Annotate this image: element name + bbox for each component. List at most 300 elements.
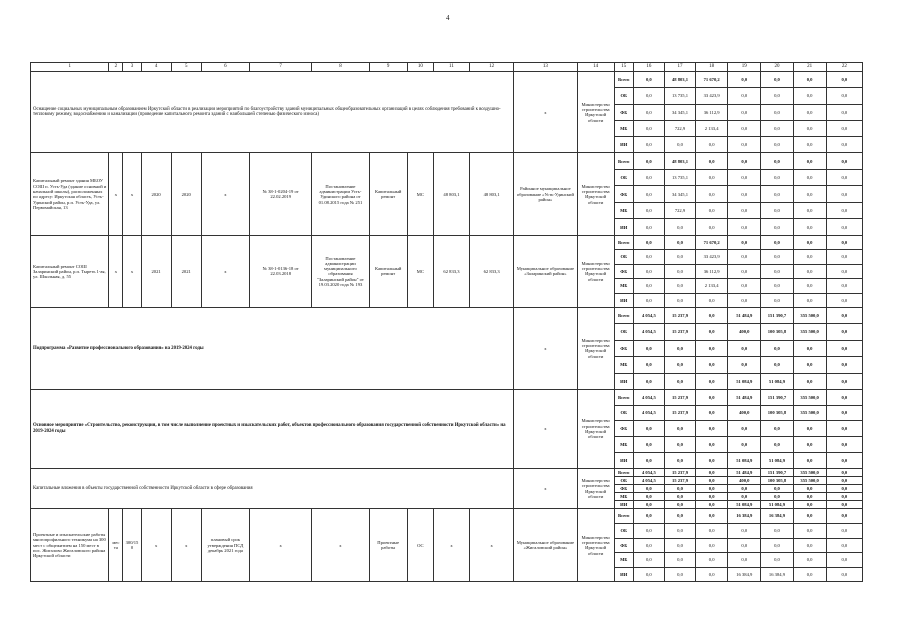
- amount-cell: 0,0: [664, 250, 695, 264]
- amount-cell: 0,0: [633, 453, 664, 469]
- column-number: 4: [141, 63, 171, 72]
- amount-cell: 0,0: [761, 235, 793, 249]
- amount-cell: 0,0: [826, 169, 862, 186]
- amount-cell: 0,0: [728, 493, 761, 501]
- amount-cell: 0,0: [793, 250, 826, 264]
- column-number: 14: [577, 63, 614, 72]
- amount-cell: 0,0: [633, 72, 664, 88]
- amount-cell: 0,0: [696, 169, 728, 186]
- amount-cell: 0,0: [696, 357, 728, 373]
- amount-cell: 0,0: [826, 493, 862, 501]
- amount-cell: 0,0: [696, 389, 728, 405]
- executor: Министерство строительства Иркутской области: [577, 307, 614, 389]
- cell-c2: x: [109, 235, 123, 307]
- amount-cell: 0,0: [633, 493, 664, 501]
- funding-source: Всего: [614, 72, 633, 88]
- amount-cell: 0,0: [633, 523, 664, 538]
- amount-cell: 0,0: [696, 493, 728, 501]
- amount-cell: 15 237,9: [664, 324, 695, 340]
- amount-cell: 0,0: [696, 340, 728, 356]
- section-title: Основное мероприятие «Строительство, реконструкция, в том числе выполнение проектных и изыскательских работ, объектов профессионального образования государственной собственности Иркутской области» на 2019-2024 годы: [31, 389, 514, 468]
- amount-cell: 0,0: [793, 553, 826, 568]
- amount-cell: 0,0: [696, 523, 728, 538]
- amount-cell: 0,0: [633, 186, 664, 203]
- amount-cell: 0,0: [761, 279, 793, 293]
- amount-cell: 0,0: [664, 538, 695, 553]
- amount-cell: 355 500,0: [793, 324, 826, 340]
- amount-cell: 0,0: [761, 357, 793, 373]
- amount-cell: 722,9: [664, 120, 695, 136]
- amount-cell: 355 500,0: [793, 389, 826, 405]
- amount-cell: 0,0: [633, 264, 664, 278]
- cell-c11: x: [433, 509, 469, 582]
- funding-source: МБ: [614, 553, 633, 568]
- amount-cell: 0,0: [696, 202, 728, 219]
- amount-cell: 400,0: [728, 324, 761, 340]
- amount-cell: 0,0: [633, 153, 664, 170]
- amount-cell: 0,0: [633, 88, 664, 104]
- cell-c4: 2021: [141, 235, 171, 307]
- column-number: 9: [369, 63, 407, 72]
- amount-cell: 0,0: [664, 493, 695, 501]
- funding-source: ОБ: [614, 405, 633, 421]
- amount-cell: 34 345,1: [664, 104, 695, 120]
- participant: x: [514, 72, 577, 153]
- amount-cell: 0,0: [633, 485, 664, 493]
- amount-cell: 4 054,5: [633, 405, 664, 421]
- amount-cell: 0,0: [728, 169, 761, 186]
- cell-c12: 62 833,3: [470, 235, 514, 307]
- amount-cell: 0,0: [826, 476, 862, 484]
- funding-source: МБ: [614, 279, 633, 293]
- amount-cell: 0,0: [728, 340, 761, 356]
- amount-cell: 0,0: [826, 250, 862, 264]
- amount-cell: 0,0: [793, 169, 826, 186]
- cell-c3: 300/150: [123, 509, 141, 582]
- table-row: [31, 72, 863, 88]
- funding-source: ИИ: [614, 219, 633, 236]
- amount-cell: 0,0: [761, 120, 793, 136]
- funding-source: ОБ: [614, 523, 633, 538]
- object-name: Капитальный ремонт СОШ Заларинский район, р.п. Тыреть 1-ая, ул. Школьная, д. 55: [31, 235, 109, 307]
- amount-cell: 13 735,1: [664, 169, 695, 186]
- amount-cell: 0,0: [696, 476, 728, 484]
- amount-cell: 0,0: [728, 485, 761, 493]
- column-number: 2: [109, 63, 123, 72]
- participant: x: [514, 389, 577, 468]
- cell-c9: Проектные работы: [369, 509, 407, 582]
- amount-cell: 0,0: [728, 293, 761, 307]
- amount-cell: 51 484,9: [728, 468, 761, 476]
- amount-cell: 0,0: [633, 120, 664, 136]
- amount-cell: 0,0: [633, 137, 664, 153]
- amount-cell: 0,0: [664, 279, 695, 293]
- amount-cell: 0,0: [696, 324, 728, 340]
- cell-c4: 2020: [141, 153, 171, 236]
- amount-cell: 0,0: [793, 357, 826, 373]
- amount-cell: 0,0: [761, 202, 793, 219]
- table-row: [31, 153, 863, 170]
- amount-cell: 0,0: [826, 553, 862, 568]
- cell-c11: 48 803,1: [433, 153, 469, 236]
- participant: x: [514, 307, 577, 389]
- amount-cell: 0,0: [761, 421, 793, 437]
- amount-cell: 0,0: [664, 219, 695, 236]
- amount-cell: 48 803,1: [664, 153, 695, 170]
- amount-cell: 722,9: [664, 202, 695, 219]
- amount-cell: 0,0: [728, 202, 761, 219]
- amount-cell: 355 500,0: [793, 468, 826, 476]
- amount-cell: 0,0: [664, 293, 695, 307]
- amount-cell: 0,0: [664, 340, 695, 356]
- amount-cell: 0,0: [633, 104, 664, 120]
- column-number: 1: [31, 63, 109, 72]
- amount-cell: 0,0: [826, 88, 862, 104]
- amount-cell: 13 735,1: [664, 88, 695, 104]
- amount-cell: 0,0: [761, 169, 793, 186]
- amount-cell: 36 112,9: [696, 264, 728, 278]
- cell-c7: x: [250, 509, 312, 582]
- amount-cell: 0,0: [696, 567, 728, 582]
- executor: Министерство строительства Иркутской области: [577, 509, 614, 582]
- amount-cell: 0,0: [664, 509, 695, 524]
- amount-cell: 0,0: [728, 137, 761, 153]
- funding-source: ИИ: [614, 567, 633, 582]
- amount-cell: 51 084,9: [761, 501, 793, 509]
- amount-cell: 33 423,9: [696, 250, 728, 264]
- amount-cell: 355 500,0: [793, 476, 826, 484]
- amount-cell: 0,0: [728, 264, 761, 278]
- amount-cell: 0,0: [664, 453, 695, 469]
- amount-cell: 0,0: [696, 153, 728, 170]
- amount-cell: 0,0: [761, 553, 793, 568]
- table-row: [31, 389, 863, 405]
- amount-cell: 0,0: [761, 437, 793, 453]
- amount-cell: 100 305,8: [761, 324, 793, 340]
- amount-cell: 0,0: [633, 553, 664, 568]
- funding-source: МБ: [614, 493, 633, 501]
- amount-cell: 0,0: [728, 538, 761, 553]
- amount-cell: 71 670,2: [696, 72, 728, 88]
- column-number: 5: [171, 63, 201, 72]
- amount-cell: 36 112,9: [696, 104, 728, 120]
- column-number: 16: [633, 63, 664, 72]
- amount-cell: 0,0: [664, 373, 695, 389]
- amount-cell: 0,0: [633, 293, 664, 307]
- amount-cell: 0,0: [826, 219, 862, 236]
- amount-cell: 0,0: [728, 72, 761, 88]
- funding-source: ОБ: [614, 324, 633, 340]
- column-number: 10: [407, 63, 433, 72]
- amount-cell: 2 133,4: [696, 279, 728, 293]
- column-number: 22: [826, 63, 862, 72]
- amount-cell: 51 084,9: [728, 453, 761, 469]
- amount-cell: 0,0: [761, 153, 793, 170]
- participant: x: [514, 468, 577, 508]
- funding-source: ОБ: [614, 169, 633, 186]
- cell-c4: x: [141, 509, 171, 582]
- column-number: 7: [250, 63, 312, 72]
- amount-cell: 0,0: [664, 501, 695, 509]
- amount-cell: 0,0: [696, 186, 728, 203]
- funding-source: Всего: [614, 389, 633, 405]
- cell-c2: места: [109, 509, 123, 582]
- table-row: [31, 307, 863, 323]
- page-number: 4: [446, 14, 450, 22]
- column-number: 21: [793, 63, 826, 72]
- amount-cell: 0,0: [793, 186, 826, 203]
- amount-cell: 0,0: [728, 219, 761, 236]
- amount-cell: 0,0: [826, 137, 862, 153]
- participant: Муниципальное образование «Жигаловский район»: [514, 509, 577, 582]
- column-number: 11: [433, 63, 469, 72]
- amount-cell: 16 384,9: [728, 509, 761, 524]
- amount-cell: 0,0: [696, 373, 728, 389]
- column-number: 12: [470, 63, 514, 72]
- amount-cell: 0,0: [633, 202, 664, 219]
- amount-cell: 151 390,7: [761, 468, 793, 476]
- amount-cell: 0,0: [633, 357, 664, 373]
- amount-cell: 0,0: [761, 219, 793, 236]
- participant: Районное муниципальное образование «Усть-Удинский район»: [514, 153, 577, 236]
- cell-c9: Капитальный ремонт: [369, 235, 407, 307]
- amount-cell: 0,0: [696, 468, 728, 476]
- funding-source: ФБ: [614, 421, 633, 437]
- amount-cell: 15 237,9: [664, 307, 695, 323]
- amount-cell: 0,0: [728, 437, 761, 453]
- amount-cell: 15 237,9: [664, 468, 695, 476]
- amount-cell: 0,0: [793, 88, 826, 104]
- cell-c10: МС: [407, 235, 433, 307]
- amount-cell: 0,0: [826, 186, 862, 203]
- amount-cell: 2 133,4: [696, 120, 728, 136]
- cell-c7: № 38-1-0204-19 от 22.02.2019: [250, 153, 312, 236]
- amount-cell: 0,0: [826, 104, 862, 120]
- amount-cell: 151 390,7: [761, 307, 793, 323]
- amount-cell: 0,0: [793, 293, 826, 307]
- column-number: 13: [514, 63, 577, 72]
- column-number: 6: [201, 63, 249, 72]
- cell-c5: 2021: [171, 235, 201, 307]
- header-row: [31, 63, 863, 72]
- amount-cell: 400,0: [728, 476, 761, 484]
- amount-cell: 0,0: [793, 567, 826, 582]
- funding-source: Всего: [614, 468, 633, 476]
- funding-source: ФБ: [614, 538, 633, 553]
- amount-cell: 355 500,0: [793, 405, 826, 421]
- funding-source: Всего: [614, 509, 633, 524]
- amount-cell: 0,0: [826, 468, 862, 476]
- funding-source: МБ: [614, 120, 633, 136]
- amount-cell: 0,0: [728, 88, 761, 104]
- amount-cell: 16 384,9: [761, 567, 793, 582]
- amount-cell: 0,0: [826, 538, 862, 553]
- section-title: Подпрограмма «Развитие профессионального образования» на 2019-2024 годы: [31, 307, 514, 389]
- program-table: [30, 62, 863, 582]
- amount-cell: 0,0: [761, 293, 793, 307]
- amount-cell: 0,0: [826, 405, 862, 421]
- amount-cell: 0,0: [793, 501, 826, 509]
- cell-c3: x: [123, 153, 141, 236]
- amount-cell: 0,0: [761, 250, 793, 264]
- amount-cell: 0,0: [826, 153, 862, 170]
- funding-source: ИИ: [614, 137, 633, 153]
- amount-cell: 0,0: [826, 120, 862, 136]
- funding-source: ФБ: [614, 104, 633, 120]
- amount-cell: 0,0: [664, 137, 695, 153]
- column-number: 17: [664, 63, 695, 72]
- funding-source: ИИ: [614, 453, 633, 469]
- amount-cell: 0,0: [696, 293, 728, 307]
- cell-c12: x: [470, 509, 514, 582]
- funding-source: ОБ: [614, 250, 633, 264]
- amount-cell: 0,0: [761, 264, 793, 278]
- amount-cell: 51 084,9: [728, 501, 761, 509]
- amount-cell: 0,0: [633, 279, 664, 293]
- cell-c10: ОС: [407, 509, 433, 582]
- column-number: 15: [614, 63, 633, 72]
- amount-cell: 0,0: [633, 501, 664, 509]
- amount-cell: 0,0: [728, 235, 761, 249]
- executor: Министерство строительства Иркутской области: [577, 468, 614, 508]
- amount-cell: 0,0: [696, 553, 728, 568]
- amount-cell: 0,0: [761, 340, 793, 356]
- funding-source: ИИ: [614, 501, 633, 509]
- amount-cell: 4 054,5: [633, 389, 664, 405]
- table-row: [31, 235, 863, 249]
- amount-cell: 0,0: [696, 437, 728, 453]
- amount-cell: 0,0: [696, 421, 728, 437]
- column-number: 18: [696, 63, 728, 72]
- amount-cell: 0,0: [826, 373, 862, 389]
- cell-c6: плановый срок утверждения ПСД декабрь 2021 года: [201, 509, 249, 582]
- column-number: 3: [123, 63, 141, 72]
- amount-cell: 0,0: [633, 340, 664, 356]
- amount-cell: 0,0: [664, 553, 695, 568]
- amount-cell: 0,0: [728, 553, 761, 568]
- amount-cell: 0,0: [696, 538, 728, 553]
- amount-cell: 0,0: [696, 501, 728, 509]
- amount-cell: 0,0: [826, 437, 862, 453]
- amount-cell: 0,0: [761, 523, 793, 538]
- funding-source: Всего: [614, 307, 633, 323]
- amount-cell: 355 500,0: [793, 307, 826, 323]
- cell-c6: x: [201, 235, 249, 307]
- amount-cell: 4 054,5: [633, 468, 664, 476]
- amount-cell: 0,0: [633, 437, 664, 453]
- amount-cell: 0,0: [793, 235, 826, 249]
- funding-source: ИИ: [614, 373, 633, 389]
- amount-cell: 151 390,7: [761, 389, 793, 405]
- amount-cell: 0,0: [761, 104, 793, 120]
- amount-cell: 51 484,9: [728, 389, 761, 405]
- amount-cell: 0,0: [826, 523, 862, 538]
- amount-cell: 0,0: [696, 453, 728, 469]
- amount-cell: 4 054,5: [633, 476, 664, 484]
- participant: Муниципальное образование «Заларинский район»: [514, 235, 577, 307]
- funding-source: ИИ: [614, 293, 633, 307]
- amount-cell: 16 384,9: [761, 509, 793, 524]
- amount-cell: 0,0: [826, 567, 862, 582]
- amount-cell: 0,0: [664, 235, 695, 249]
- amount-cell: 0,0: [826, 389, 862, 405]
- cell-c3: x: [123, 235, 141, 307]
- funding-source: МБ: [614, 202, 633, 219]
- cell-c2: x: [109, 153, 123, 236]
- amount-cell: 0,0: [761, 538, 793, 553]
- amount-cell: 51 084,9: [761, 373, 793, 389]
- amount-cell: 15 237,9: [664, 405, 695, 421]
- cell-c8: Постановление администрации Усть-Удинского района от 01.08.2015 года № 251: [312, 153, 369, 236]
- amount-cell: 400,0: [728, 405, 761, 421]
- amount-cell: 0,0: [633, 567, 664, 582]
- amount-cell: 0,0: [793, 340, 826, 356]
- executor: Министерство строительства Иркутской области: [577, 235, 614, 307]
- funding-source: ФБ: [614, 186, 633, 203]
- table-row: [31, 468, 863, 476]
- amount-cell: 100 305,8: [761, 476, 793, 484]
- amount-cell: 0,0: [664, 264, 695, 278]
- amount-cell: 0,0: [826, 509, 862, 524]
- amount-cell: 0,0: [633, 235, 664, 249]
- amount-cell: 0,0: [728, 279, 761, 293]
- amount-cell: 0,0: [633, 169, 664, 186]
- amount-cell: 0,0: [793, 104, 826, 120]
- amount-cell: 100 305,8: [761, 405, 793, 421]
- amount-cell: 15 237,9: [664, 476, 695, 484]
- amount-cell: 0,0: [696, 509, 728, 524]
- amount-cell: 0,0: [696, 405, 728, 421]
- amount-cell: 0,0: [633, 373, 664, 389]
- amount-cell: 51 484,9: [728, 307, 761, 323]
- amount-cell: 0,0: [826, 357, 862, 373]
- amount-cell: 0,0: [826, 279, 862, 293]
- amount-cell: 34 345,1: [664, 186, 695, 203]
- funding-source: Всего: [614, 153, 633, 170]
- amount-cell: 0,0: [664, 437, 695, 453]
- amount-cell: 51 084,9: [761, 453, 793, 469]
- cell-c9: Капитальный ремонт: [369, 153, 407, 236]
- column-number: 19: [728, 63, 761, 72]
- amount-cell: 0,0: [696, 307, 728, 323]
- amount-cell: 4 054,5: [633, 324, 664, 340]
- amount-cell: 0,0: [761, 493, 793, 501]
- amount-cell: 0,0: [793, 437, 826, 453]
- amount-cell: 0,0: [728, 523, 761, 538]
- cell-c6: x: [201, 153, 249, 236]
- amount-cell: 0,0: [793, 485, 826, 493]
- cell-c5: x: [171, 509, 201, 582]
- amount-cell: 0,0: [826, 453, 862, 469]
- executor: Министерство строительства Иркутской области: [577, 389, 614, 468]
- table-row: [31, 509, 863, 524]
- cell-c7: № 38-1-0136-18 от 22.03.2018: [250, 235, 312, 307]
- amount-cell: 0,0: [728, 186, 761, 203]
- amount-cell: 0,0: [664, 523, 695, 538]
- amount-cell: 51 084,9: [728, 373, 761, 389]
- object-name: Проектные и изыскательские работы многопрофильного техникума на 300 мест с общежитием на 150 мест в пос. Жигалово Жигаловского района Иркутской области: [31, 509, 109, 582]
- section-title: Капитальные вложения в объекты государственной собственности Иркутской области в сфере образования: [31, 468, 514, 508]
- amount-cell: 0,0: [761, 137, 793, 153]
- amount-cell: 0,0: [728, 250, 761, 264]
- amount-cell: 0,0: [826, 501, 862, 509]
- amount-cell: 0,0: [696, 137, 728, 153]
- amount-cell: 48 803,1: [664, 72, 695, 88]
- amount-cell: 0,0: [793, 493, 826, 501]
- amount-cell: 0,0: [826, 324, 862, 340]
- amount-cell: 0,0: [664, 357, 695, 373]
- column-number: 8: [312, 63, 369, 72]
